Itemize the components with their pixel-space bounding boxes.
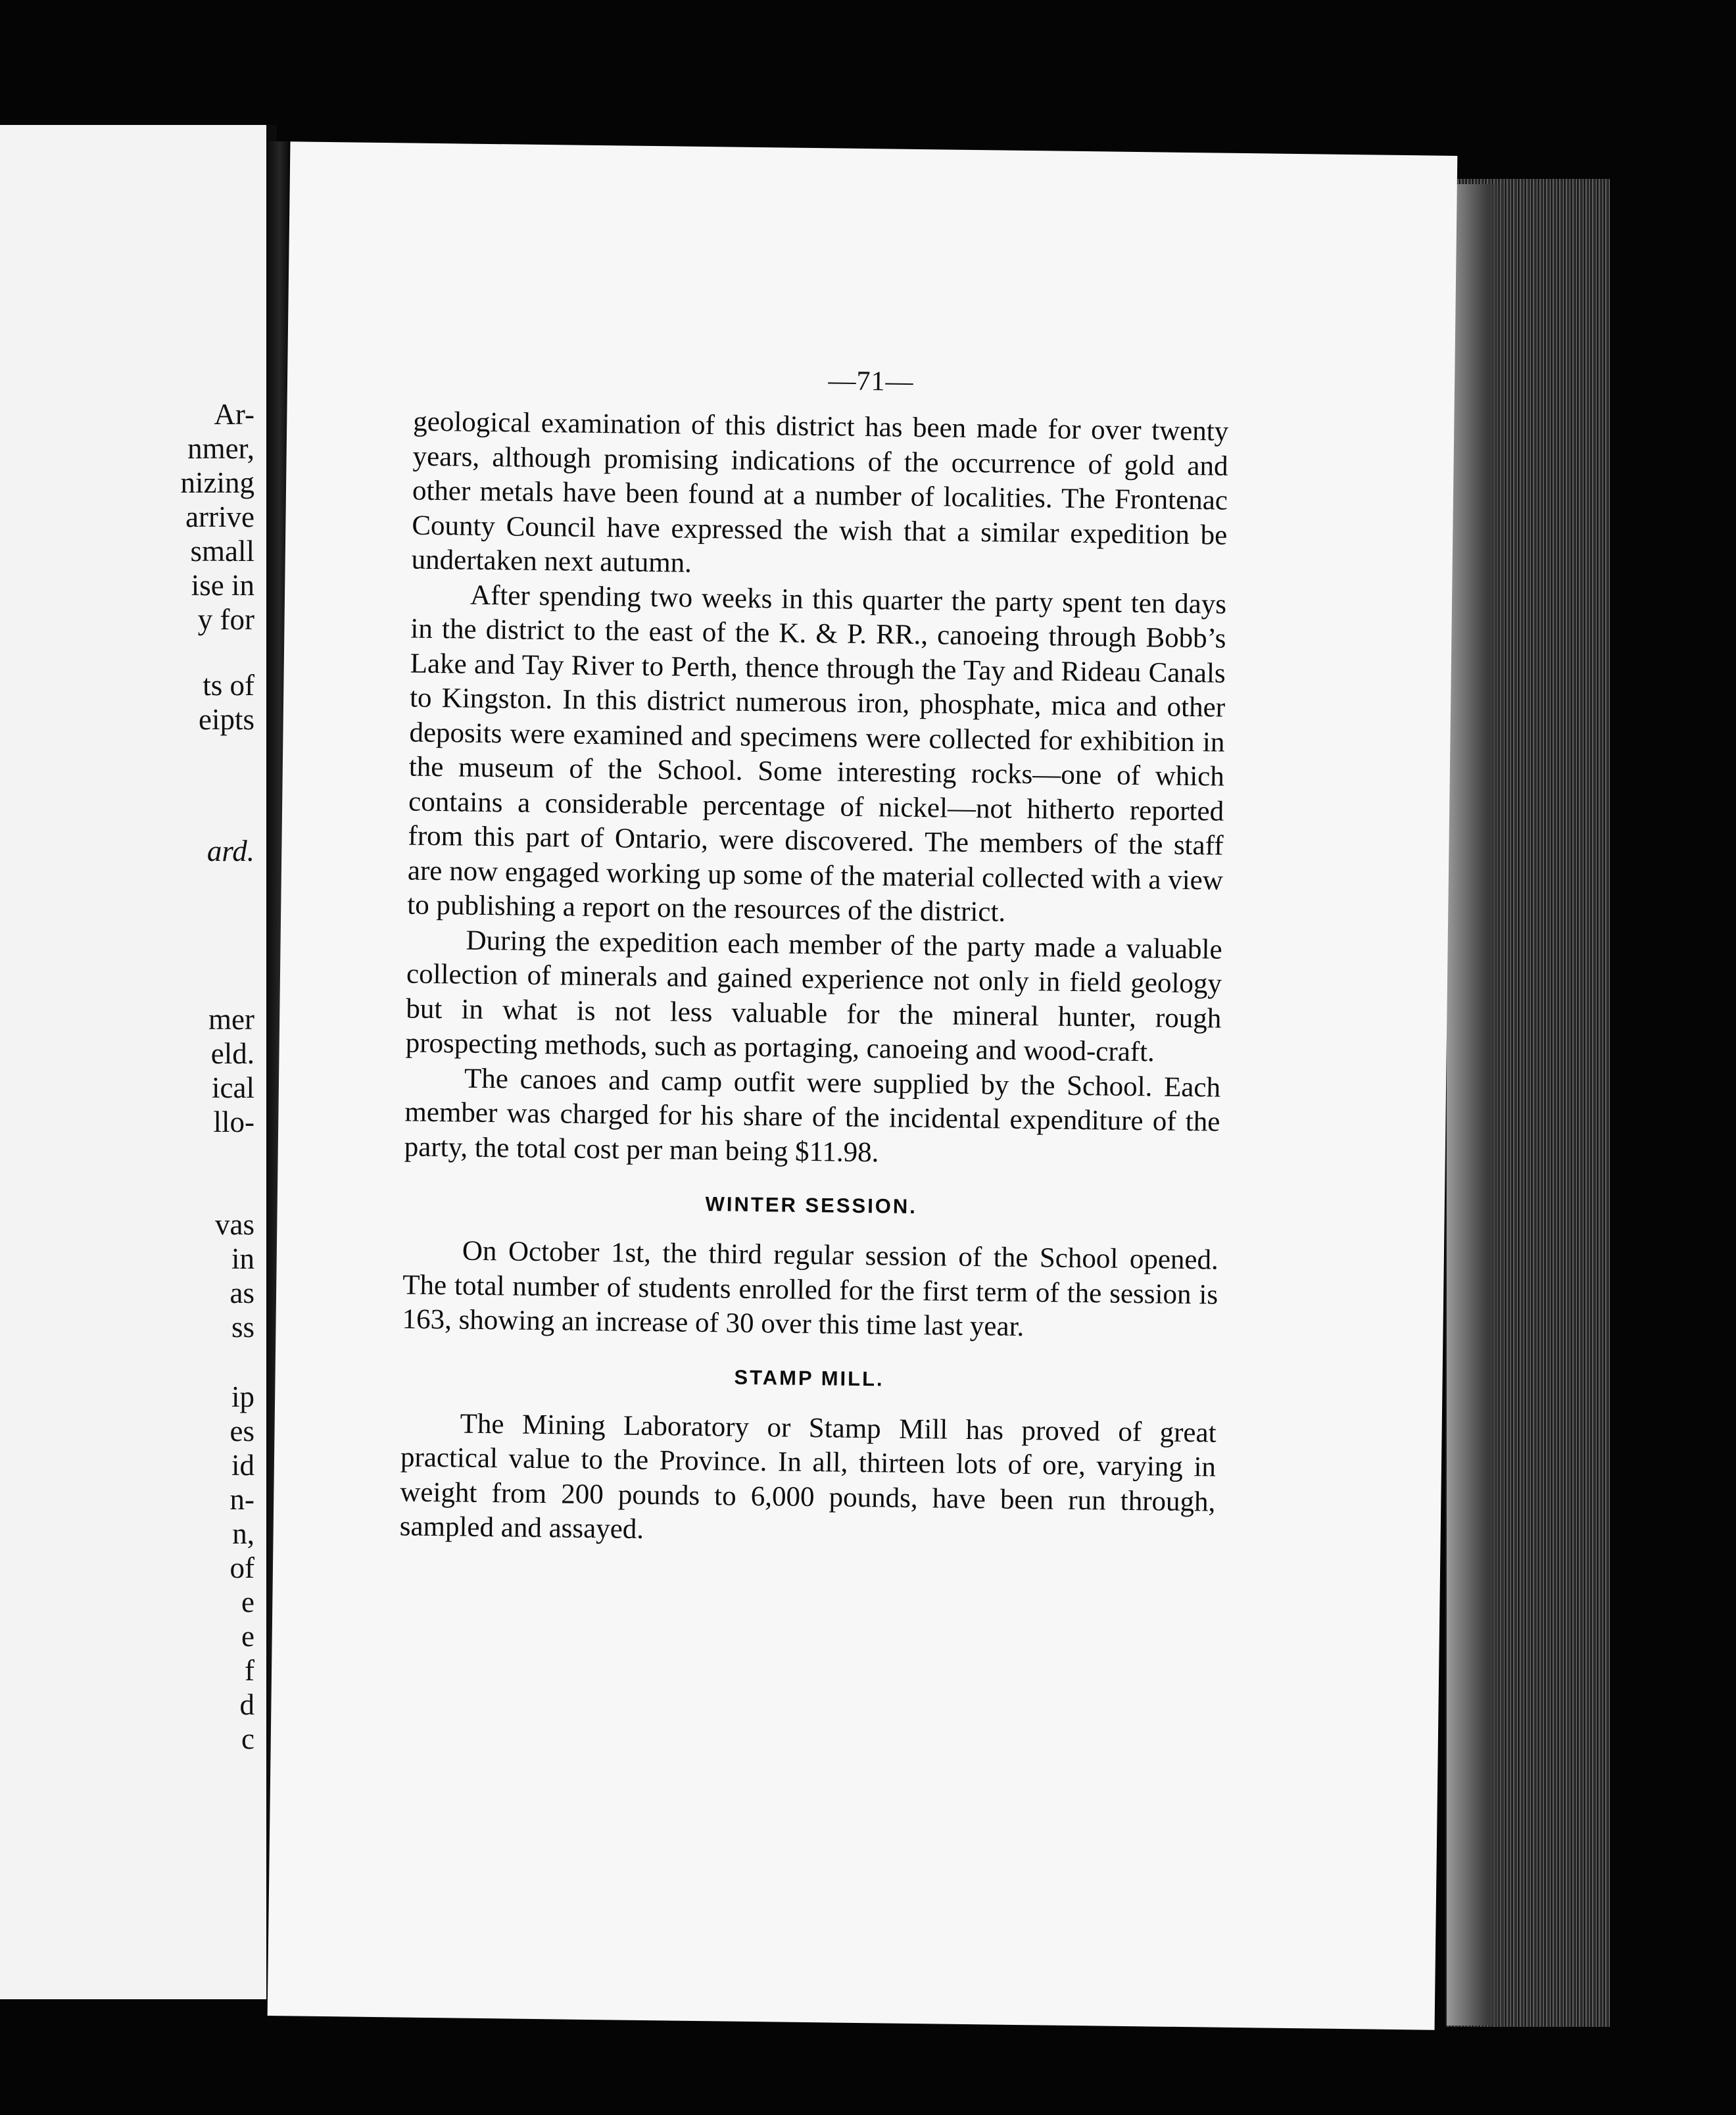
left-text-fragment: in xyxy=(231,1242,254,1275)
left-text-fragment: nmer, xyxy=(187,432,254,465)
text-column xyxy=(399,405,1228,1555)
left-text-fragment: d xyxy=(239,1688,254,1721)
paragraph-stamp-mill: The Mining Laboratory or Stamp Mill has proved of great practical value to the Province. In all, thirteen lots of ore, varying in weight from 200 pounds to 6,000 pounds, have been run through, sampled and assayed. xyxy=(399,1408,1217,1545)
left-text-fragment: e xyxy=(241,1620,254,1653)
left-text-fragment: n, xyxy=(232,1517,254,1550)
left-text-fragment: id xyxy=(231,1449,254,1482)
left-text-fragment: mer xyxy=(208,1003,254,1036)
heading-winter-session: WINTER SESSION. xyxy=(705,1192,918,1219)
left-text-fragment: es xyxy=(229,1415,254,1447)
left-text-fragment: ard. xyxy=(206,835,254,867)
left-text-fragment: as xyxy=(229,1276,254,1309)
heading-stamp-mill: STAMP MILL. xyxy=(734,1365,884,1390)
left-text-fragment: f xyxy=(245,1654,254,1687)
left-text-fragment: arrive xyxy=(185,500,254,533)
left-text-fragment: Ar- xyxy=(214,398,254,431)
left-text-fragment: llo- xyxy=(213,1106,254,1138)
left-text-fragment: vas xyxy=(215,1208,254,1241)
paragraph-geology: geological examination of this district has been made for over twenty years, although promising indications of the occurrence of gold and other metals have been found at a number of localities. The Frontenac County Council have expressed the wish that a similar expedition be undertaken next autumn. xyxy=(411,406,1229,579)
left-text-fragment: nizing xyxy=(180,466,254,499)
left-text-fragment: eipts xyxy=(199,703,254,736)
left-text-fragment: ss xyxy=(231,1311,254,1344)
left-text-fragment: ts of xyxy=(203,669,254,702)
left-text-fragment: c xyxy=(241,1722,254,1755)
left-text-fragment: ical xyxy=(212,1071,254,1104)
paragraph-expedition-experience: During the expedition each member of the party made a valuable collection of minerals and gained experience not only in field geology but in what is not less valuable for the mineral hunter, rough prospecting methods, such as portaging, canoeing and wood-craft. xyxy=(405,925,1222,1068)
left-text-fragment: small xyxy=(190,535,254,568)
page-edge-curl xyxy=(1447,184,1506,2026)
paragraph-winter-session: On October 1st, the third regular session of the School opened. The total number of students enrolled for the first term of the session is 163, showing an increase of 30 over this time last year. xyxy=(402,1235,1219,1343)
left-page xyxy=(0,125,277,1999)
left-text-fragment: eld. xyxy=(210,1037,254,1070)
left-text-fragment: e xyxy=(241,1586,254,1618)
left-text-fragment: y for xyxy=(197,603,254,636)
left-text-fragment: n- xyxy=(229,1483,254,1516)
left-text-fragment: of xyxy=(229,1551,254,1584)
paragraph-canoes-outfit: The canoes and camp outfit were supplied by the School. Each member was charged for his share of the incidental expenditure of the party, the total cost per man being $11.98. xyxy=(404,1063,1221,1168)
paragraph-district-exploration: After spending two weeks in this quarter the party spent ten days in the district to the east of the K. & P. RR., canoeing through Bobb’s Lake and Tay River to Perth, thence through the Tay and Rideau Canals to Kingston. In this district numerous iron, phosphate, mica and other deposits were examined and specimens were collected for exhibition in the museum of the School. Some interesting rocks—one of which contains a considerable percentage of nickel—not hitherto reported from this part of Ontario, were discovered. The members of the staff are now engaged working up some of the material collected with a view to publishing a report on the resources of the district. xyxy=(407,579,1227,928)
right-page xyxy=(268,141,1458,2030)
left-text-fragment: ip xyxy=(231,1380,254,1413)
left-text-fragment: ise in xyxy=(191,569,254,602)
page-number: —71— xyxy=(828,366,914,397)
